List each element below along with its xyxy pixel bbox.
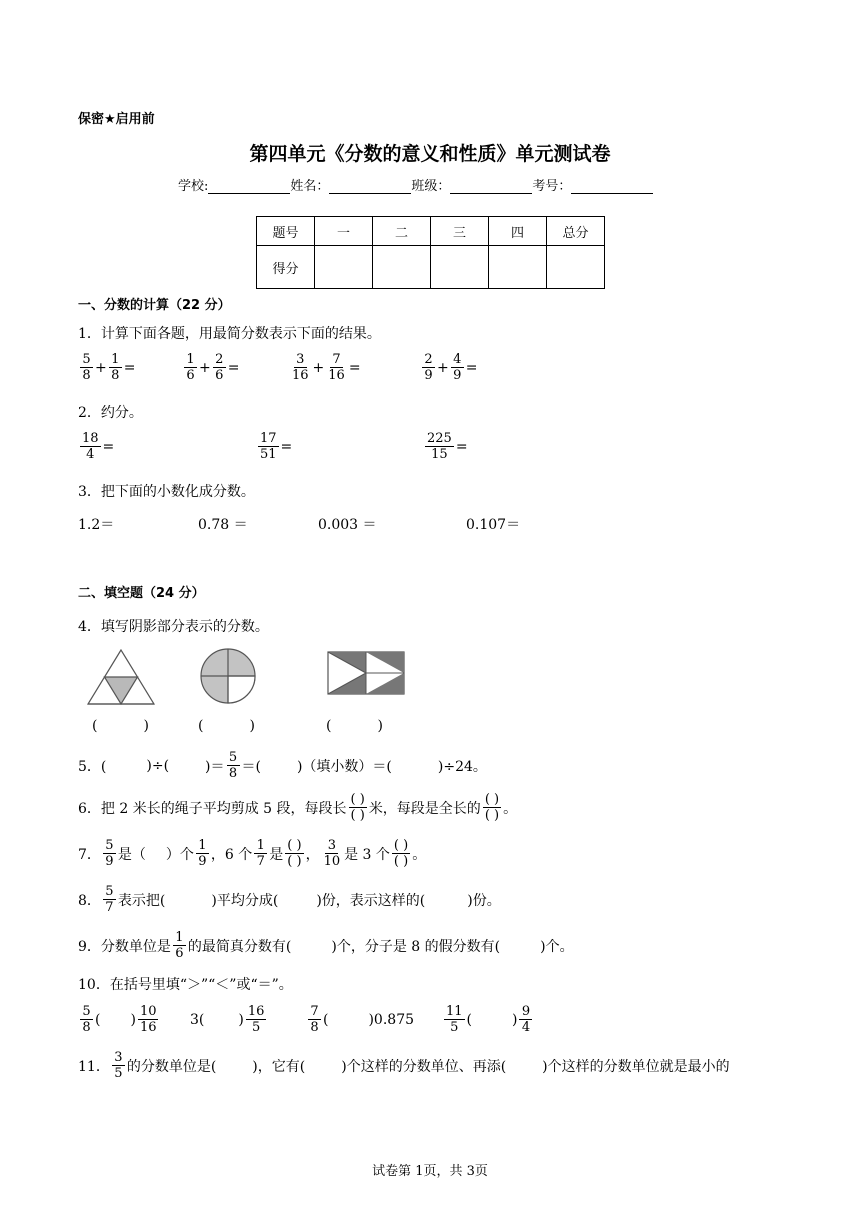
question-11: 11． $\frac{3}{5}$ 的分数单位是( )，它有( )个这样的分数单位、再添( )个这样的分数单位就是最小的 [78, 1050, 730, 1081]
q1-item-1: $\frac{5}{8}$ + $\frac{1}{8}$ = [78, 352, 135, 383]
question-4-stem: 4．填写阴影部分表示的分数。 [78, 619, 269, 635]
fraction: $\frac{5}{8}$ [80, 352, 93, 383]
blank-fraction[interactable]: $\frac{( )}{( )}$ [350, 792, 365, 823]
question-8: 8． $\frac{5}{7}$ 表示把( )平均分成( )份，表示这样的( )份。 [78, 884, 501, 915]
fraction: $\frac{3}{16}$ [292, 352, 309, 383]
section-1-title: 一、分数的计算（22 分） [78, 298, 231, 313]
q10-item-d: $\frac{11}{5}$ ( ) $\frac{9}{4}$ [442, 1004, 534, 1035]
q3-item-3: 0.003 ＝ [318, 517, 377, 533]
confidential-mark: 保密★启用前 [78, 112, 155, 127]
page-title: 第四单元《分数的意义和性质》单元测试卷 [249, 143, 611, 165]
class-label: 班级： [411, 179, 451, 194]
question-7: 7． $\frac{5}{9}$ 是（ ）个 $\frac{1}{9}$ ，6 个 $\frac{1}{7}$ 是 $\frac{( )}{( )}$ ， $\frac{3}{10}$ 是 3 个 $\frac{( )}{( )}$ 。 [78, 838, 427, 869]
score-header-cell: 题号 [257, 217, 315, 246]
exam-number-blank[interactable] [571, 181, 653, 194]
page-footer: 试卷第 1页，共 3页 [372, 1164, 488, 1179]
blank-fraction[interactable]: $\frac{( )}{( )}$ [287, 838, 302, 869]
q3-item-4: 0.107＝ [466, 517, 521, 533]
exam-number-label: 考号： [532, 179, 572, 194]
fraction: $\frac{5}{8}$ [80, 1004, 93, 1035]
score-table [256, 216, 605, 289]
score-header-cell: 一 [315, 217, 373, 246]
score-cell[interactable] [373, 246, 431, 289]
section-2-title: 二、填空题（24 分） [78, 586, 205, 601]
fraction: $\frac{3}{5}$ [112, 1050, 125, 1081]
fraction: $\frac{1}{6}$ [173, 930, 186, 961]
school-blank[interactable] [208, 181, 290, 194]
question-2-stem: 2．约分。 [78, 405, 143, 421]
score-header-cell: 三 [431, 217, 489, 246]
fraction: $\frac{18}{4}$ [82, 431, 99, 462]
fraction: $\frac{1}{7}$ [254, 838, 267, 869]
class-blank[interactable] [450, 181, 532, 194]
fraction: $\frac{225}{15}$ [427, 431, 452, 462]
student-info-line [178, 175, 653, 194]
fraction: $\frac{3}{10}$ [323, 838, 341, 869]
q1-item-2: $\frac{1}{6}$ + $\frac{2}{6}$ = [182, 352, 239, 383]
q10-item-a: $\frac{5}{8}$ ( ) $\frac{10}{16}$ [78, 1004, 160, 1035]
question-5: 5．( )÷( )＝ $\frac{5}{8}$ ＝( )（填小数）＝( )÷24。 [78, 750, 487, 781]
question-1-stem: 1．计算下面各题，用最简分数表示下面的结果。 [78, 326, 381, 342]
name-blank[interactable] [329, 181, 411, 194]
score-row-label: 得分 [257, 246, 315, 289]
rectangle-figure [326, 650, 406, 696]
fraction: $\frac{16}{5}$ [247, 1004, 265, 1035]
school-label: 学校: [178, 179, 209, 194]
q3-item-2: 0.78 ＝ [198, 517, 248, 533]
question-9: 9．分数单位是 $\frac{1}{6}$ 的最简真分数有( )个，分子是 8 的假分数有( )个。 [78, 930, 574, 961]
q10-item-b: 3( ) $\frac{16}{5}$ [190, 1004, 265, 1035]
blank-fraction[interactable]: $\frac{( )}{( )}$ [484, 792, 500, 823]
blank-fraction[interactable]: $\frac{( )}{( )}$ [393, 838, 409, 869]
q2-item-2: $\frac{17}{51}$ = [260, 431, 293, 462]
fraction: $\frac{7}{8}$ [308, 1004, 321, 1035]
fraction: $\frac{1}{9}$ [196, 838, 209, 869]
q4-answer-3[interactable]: ( ) [326, 718, 383, 734]
q3-item-1: 1.2＝ [78, 517, 115, 533]
fraction: $\frac{5}{9}$ [103, 838, 116, 869]
fraction: $\frac{1}{6}$ [184, 352, 197, 383]
name-label: 姓名： [290, 179, 330, 194]
q2-item-1: $\frac{18}{4}$ = [82, 431, 115, 462]
question-10-stem: 10．在括号里填“＞”“＜”或“＝”。 [78, 977, 293, 993]
fraction: $\frac{1}{8}$ [109, 352, 122, 383]
score-header-cell: 四 [489, 217, 547, 246]
q2-item-3: $\frac{225}{15}$ = [427, 431, 468, 462]
q4-answer-1[interactable]: ( ) [92, 718, 149, 734]
fraction: $\frac{11}{5}$ [446, 1004, 463, 1035]
score-header-cell: 二 [373, 217, 431, 246]
q1-item-4: $\frac{2}{9}$ + $\frac{4}{9}$ = [420, 352, 477, 383]
circle-figure [198, 646, 258, 706]
fraction: $\frac{17}{51}$ [260, 431, 277, 462]
fraction: $\frac{5}{7}$ [103, 884, 116, 915]
q4-answer-2[interactable]: ( ) [198, 718, 255, 734]
q1-item-3: $\frac{3}{16}$ + $\frac{7}{16}$ = [292, 352, 361, 383]
fraction: $\frac{10}{16}$ [139, 1004, 157, 1035]
fraction: $\frac{2}{6}$ [213, 352, 226, 383]
question-6: 6．把 2 米长的绳子平均剪成 5 段，每段长 $\frac{( )}{( )}$ 米，每段是全长的 $\frac{( )}{( )}$ 。 [78, 792, 518, 823]
score-header-cell: 总分 [547, 217, 605, 246]
score-cell[interactable] [315, 246, 373, 289]
triangle-figure [86, 648, 156, 706]
score-cell[interactable] [489, 246, 547, 289]
fraction: $\frac{9}{4}$ [519, 1004, 532, 1035]
fraction: $\frac{2}{9}$ [422, 352, 435, 383]
score-cell[interactable] [547, 246, 605, 289]
question-3-stem: 3．把下面的小数化成分数。 [78, 484, 255, 500]
fraction: $\frac{5}{8}$ [227, 750, 240, 781]
q10-item-c: $\frac{7}{8}$ ( )0.875 [306, 1004, 414, 1035]
fraction: $\frac{7}{16}$ [328, 352, 345, 383]
fraction: $\frac{4}{9}$ [451, 352, 464, 383]
score-cell[interactable] [431, 246, 489, 289]
